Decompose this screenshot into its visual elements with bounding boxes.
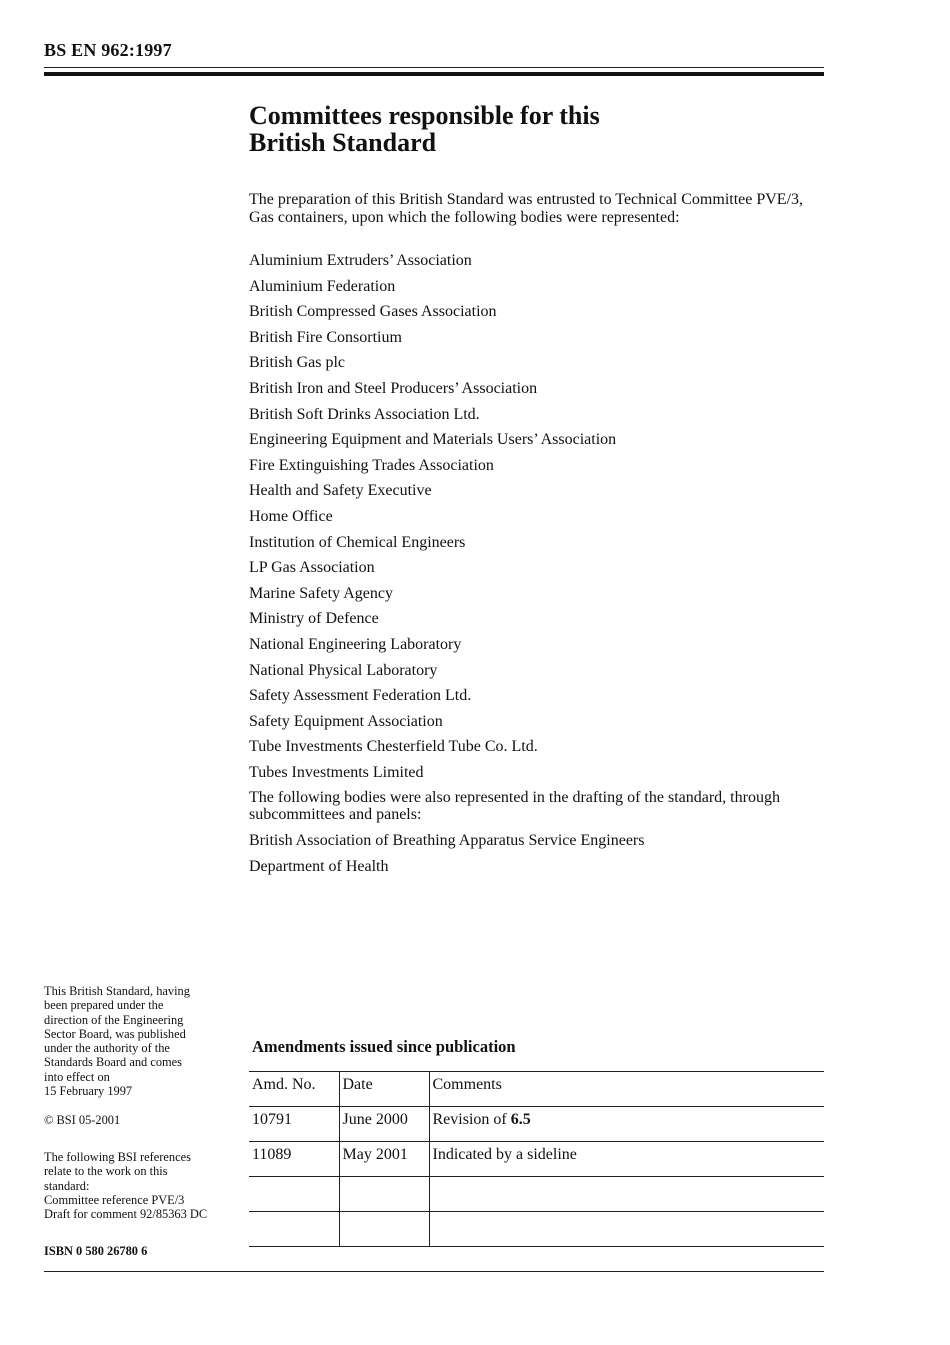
list-item: National Physical Laboratory xyxy=(249,661,438,679)
publication-note-line: direction of the Engineering xyxy=(44,1012,184,1027)
table-row xyxy=(249,1107,824,1142)
list-item: Marine Safety Agency xyxy=(249,584,393,602)
document-code: BS EN 962:1997 xyxy=(44,40,172,60)
cell-date: June 2000 xyxy=(339,1107,429,1142)
table-row xyxy=(249,1142,824,1177)
bsi-references-line: standard: xyxy=(44,1178,90,1193)
list-item: Tubes Investments Limited xyxy=(249,763,424,781)
list-item: British Compressed Gases Association xyxy=(249,303,497,321)
footer-rule xyxy=(44,1271,824,1272)
intro-paragraph: The preparation of this British Standard was entrusted to Technical Committee PVE/3, Gas containers, upon which the following bodies were represented: xyxy=(249,191,804,226)
comments-bold: 6.5 xyxy=(510,1111,531,1128)
publication-note-line: been prepared under the xyxy=(44,998,164,1013)
list-item: British Fire Consortium xyxy=(249,328,402,346)
list-item: British Gas plc xyxy=(249,354,345,372)
list-item: Ministry of Defence xyxy=(249,610,379,628)
cell-comments xyxy=(429,1212,824,1247)
comments-text: Indicated by a sideline xyxy=(432,1146,577,1163)
column-header-comments: Comments xyxy=(429,1072,824,1107)
column-header-amd: Amd. No. xyxy=(249,1072,339,1107)
header-rule-thin xyxy=(44,67,824,68)
column-header-date: Date xyxy=(339,1072,429,1107)
cell-amd xyxy=(249,1212,339,1247)
committee-bodies-list xyxy=(249,251,616,788)
publication-note-line: into effect on xyxy=(44,1069,110,1084)
bsi-references-line: The following BSI references xyxy=(44,1150,191,1164)
publication-note xyxy=(44,984,234,1098)
list-item: British Association of Breathing Apparatus Service Engineers xyxy=(249,832,645,849)
list-item: Department of Health xyxy=(249,857,389,875)
page-title-line-2: British Standard xyxy=(249,128,437,157)
list-item: Safety Assessment Federation Ltd. xyxy=(249,687,472,705)
bsi-references xyxy=(44,1150,234,1221)
list-item: Health and Safety Executive xyxy=(249,482,432,500)
bsi-references-line: relate to the work on this xyxy=(44,1164,168,1179)
comments-text: Revision of xyxy=(432,1111,511,1128)
bsi-references-line: Draft for comment 92/85363 DC xyxy=(44,1207,208,1222)
list-item: British Soft Drinks Association Ltd. xyxy=(249,405,480,423)
list-item: Fire Extinguishing Trades Association xyxy=(249,456,494,474)
amendments-title: Amendments issued since publication xyxy=(252,1037,516,1056)
table-row xyxy=(249,1177,824,1212)
publication-note-line: This British Standard, having xyxy=(44,984,190,998)
table-header-row xyxy=(249,1072,824,1107)
bsi-references-line: Committee reference PVE/3 xyxy=(44,1192,185,1207)
list-item: Aluminium Extruders’ Association xyxy=(249,252,472,269)
list-item: LP Gas Association xyxy=(249,559,375,577)
cell-date xyxy=(339,1212,429,1247)
list-item: Aluminium Federation xyxy=(249,277,396,295)
publication-note-line: Standards Board and comes xyxy=(44,1055,182,1070)
cell-comments xyxy=(429,1142,824,1177)
cell-amd xyxy=(249,1177,339,1212)
list-item: Institution of Chemical Engineers xyxy=(249,533,466,551)
list-item: National Engineering Laboratory xyxy=(249,635,462,653)
subcommittee-bodies-list xyxy=(249,831,644,882)
list-item: Home Office xyxy=(249,507,333,525)
publication-note-line: 15 February 1997 xyxy=(44,1084,133,1099)
cell-comments xyxy=(429,1177,824,1212)
cell-comments xyxy=(429,1107,824,1142)
cell-amd: 10791 xyxy=(249,1107,339,1142)
list-item: Safety Equipment Association xyxy=(249,712,443,730)
cell-amd: 11089 xyxy=(249,1142,339,1177)
table-row xyxy=(249,1212,824,1247)
subcommittee-intro: The following bodies were also represented in the drafting of the standard, through subcommittees and panels: xyxy=(249,789,780,823)
page-title-line-1: Committees responsible for this xyxy=(249,101,600,130)
amendments-table xyxy=(249,1071,824,1247)
isbn: ISBN 0 580 26780 6 xyxy=(44,1244,148,1258)
list-item: British Iron and Steel Producers’ Association xyxy=(249,379,538,397)
page-title xyxy=(249,102,809,156)
publication-note-line: Sector Board, was published xyxy=(44,1026,186,1041)
list-item: Tube Investments Chesterfield Tube Co. Ltd. xyxy=(249,738,538,756)
cell-date: May 2001 xyxy=(339,1142,429,1177)
list-item: Engineering Equipment and Materials Users’ Association xyxy=(249,431,617,449)
copyright-notice: © BSI 05-2001 xyxy=(44,1113,121,1127)
publication-note-line: under the authority of the xyxy=(44,1041,170,1056)
cell-date xyxy=(339,1177,429,1212)
header-rule-thick xyxy=(44,72,824,76)
